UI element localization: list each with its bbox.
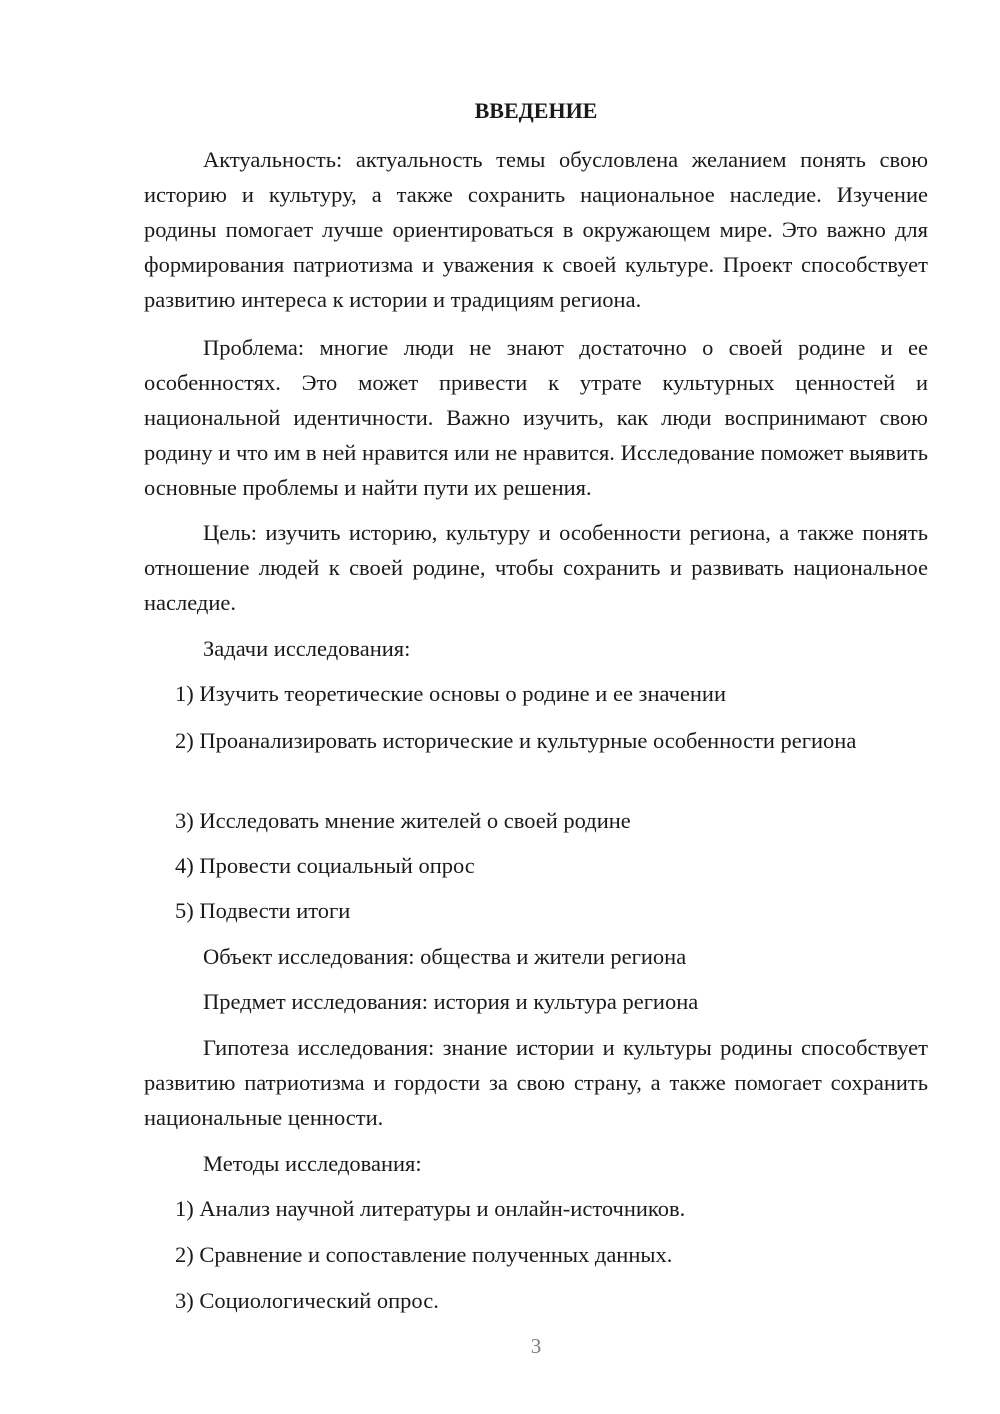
page-number: 3	[530, 1334, 542, 1358]
task-item: 5) Подвести итоги	[175, 898, 351, 923]
goal-paragraph: Цель: изучить историю, культуру и особенности региона, а также понять отношение людей к своей родине, чтобы сохранить и развивать национальное наследие.	[144, 520, 928, 615]
section-title: ВВЕДЕНИЕ	[474, 98, 598, 123]
hypothesis-paragraph: Гипотеза исследования: знание истории и культуры родины способствует развитию патриотизма и гордости за свою страну, а также помогает сохранить национальные ценности.	[144, 1035, 928, 1130]
research-subject: Предмет исследования: история и культура региона	[203, 989, 699, 1014]
task-item: 2) Проанализировать исторические и культурные особенности региона	[175, 728, 857, 753]
research-object: Объект исследования: общества и жители региона	[203, 944, 687, 969]
relevance-paragraph: Актуальность: актуальность темы обусловлена желанием понять свою историю и культуру, а также сохранить национальное наследие. Изучение родины помогает лучше ориентироваться в окружающем мире. Это важно для формирования патриотизма и уважения к своей культуре. Проект способствует развитию интереса к истории и традициям региона.	[144, 147, 928, 312]
method-item: 3) Социологический опрос.	[175, 1288, 439, 1313]
methods-heading: Методы исследования:	[203, 1151, 422, 1176]
tasks-heading: Задачи исследования:	[203, 636, 411, 661]
method-item: 2) Сравнение и сопоставление полученных данных.	[175, 1242, 673, 1267]
problem-paragraph: Проблема: многие люди не знают достаточно о своей родине и ее особенностях. Это может привести к утрате культурных ценностей и национальной идентичности. Важно изучить, как люди воспринимают свою родину и что им в ней нравится или не нравится. Исследование поможет выявить основные проблемы и найти пути их решения.	[144, 335, 928, 500]
task-item: 4) Провести социальный опрос	[175, 853, 475, 878]
task-item: 1) Изучить теоретические основы о родине и ее значении	[175, 681, 726, 706]
method-item: 1) Анализ научной литературы и онлайн-источников.	[175, 1196, 686, 1221]
task-item: 3) Исследовать мнение жителей о своей родине	[175, 808, 631, 833]
